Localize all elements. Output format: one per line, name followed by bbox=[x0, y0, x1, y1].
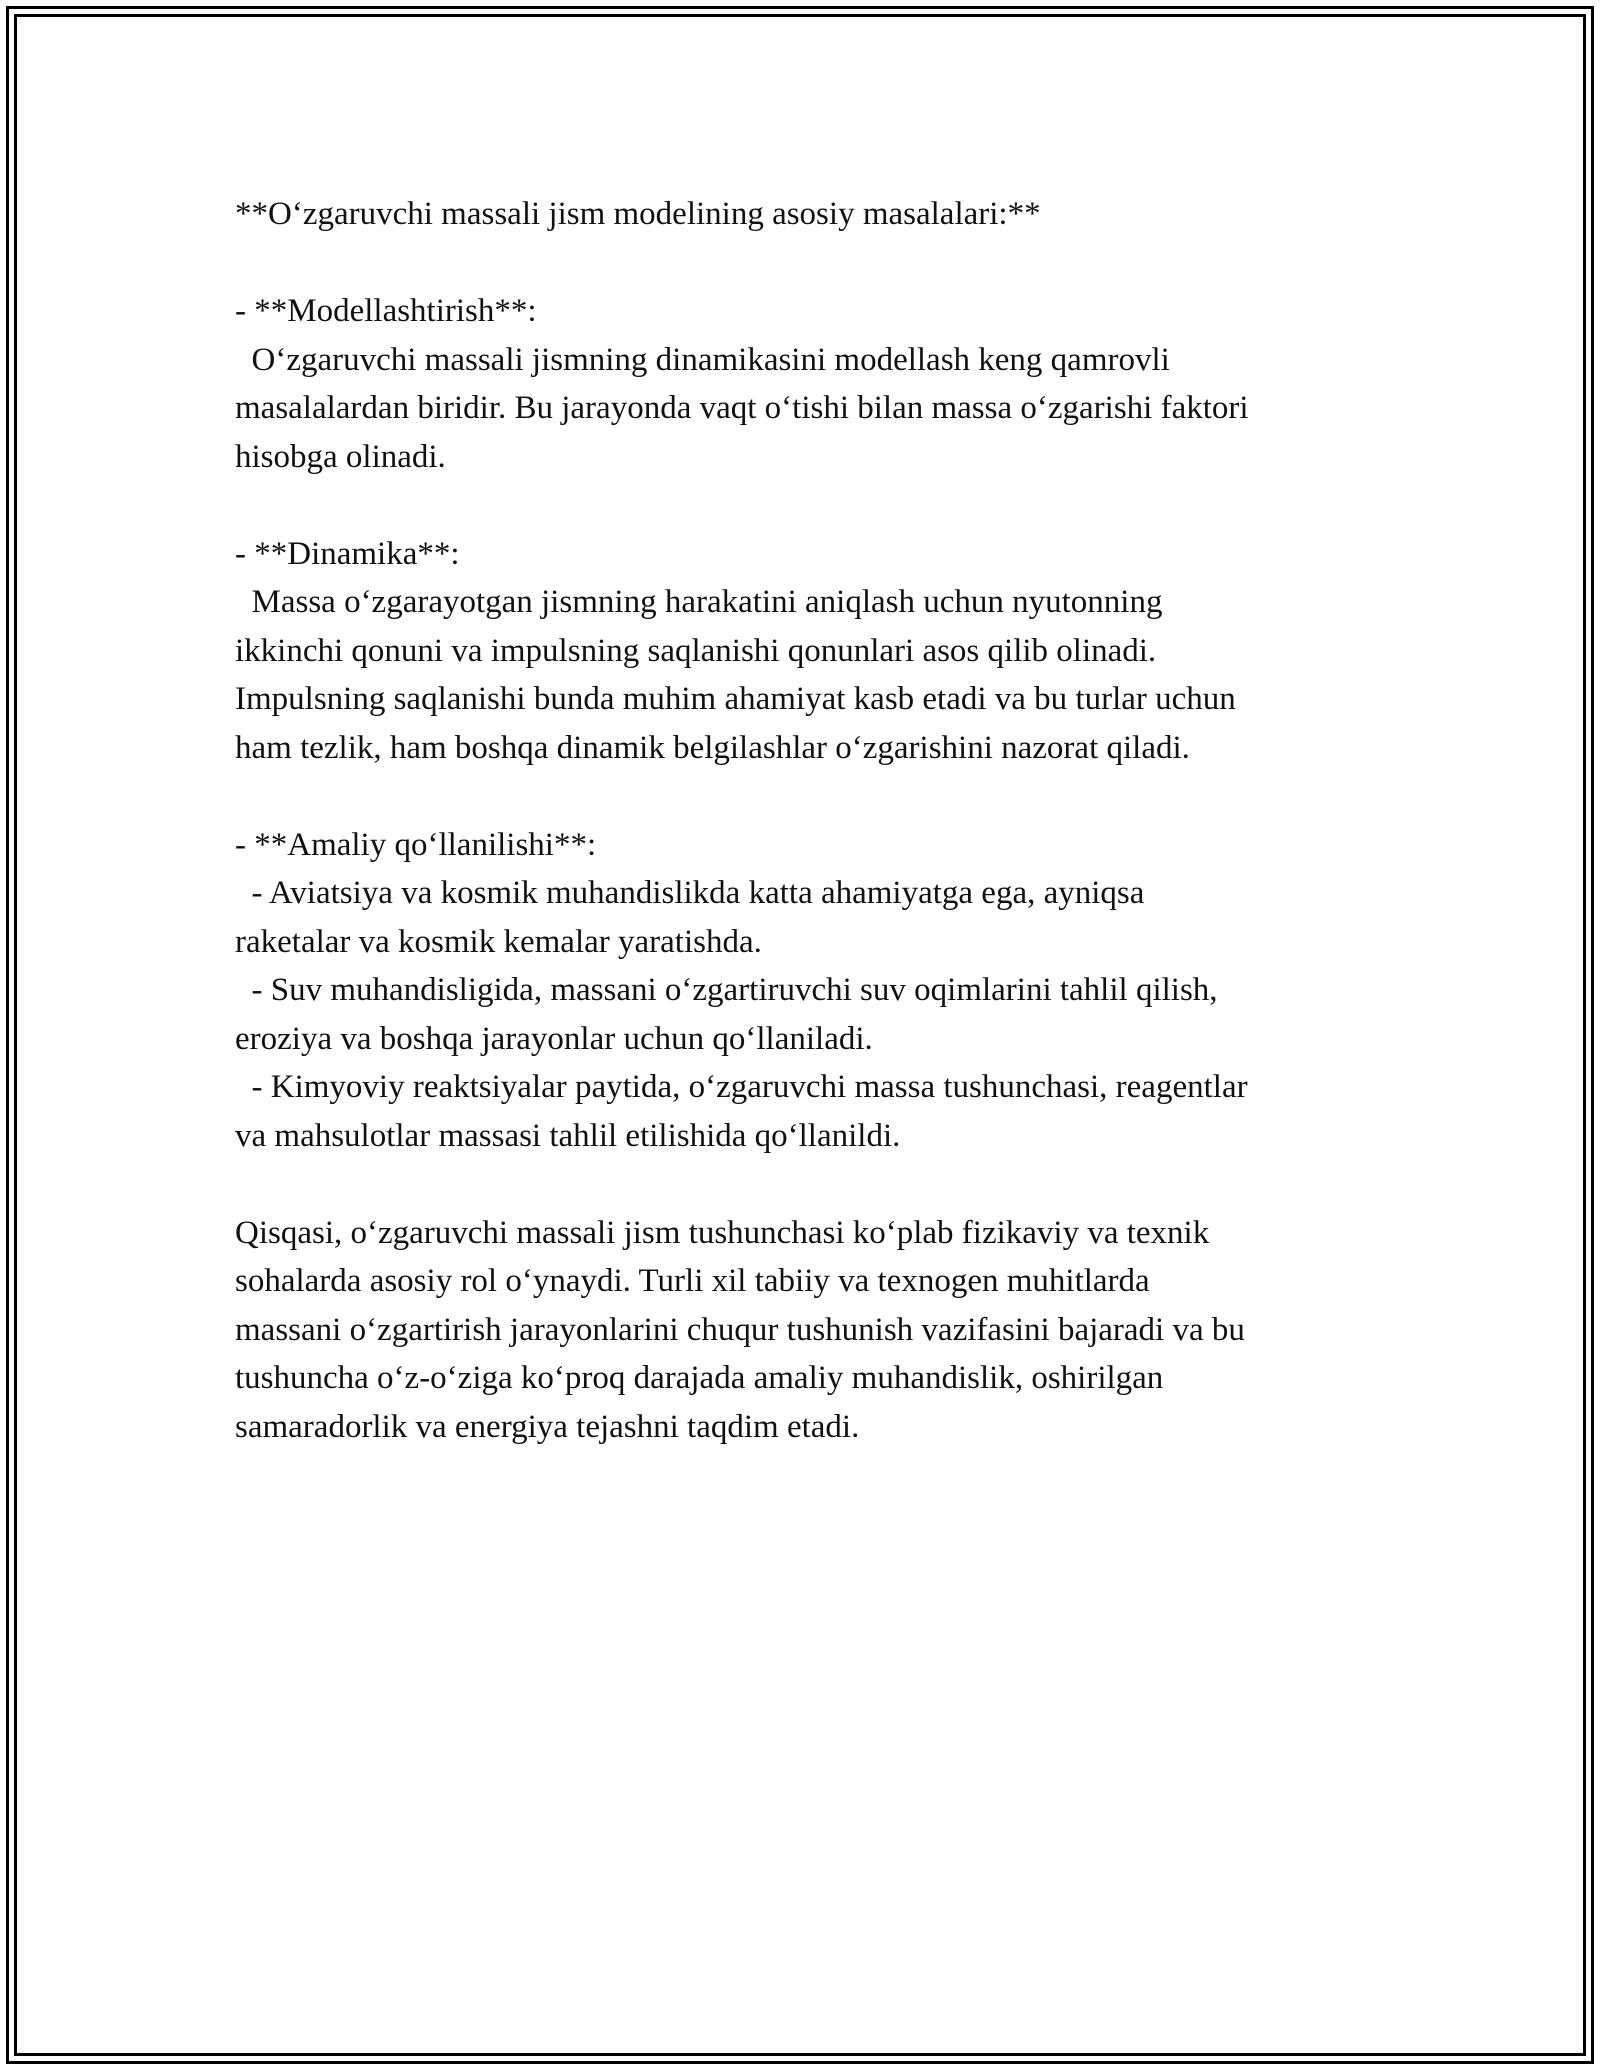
list-item-line: eroziya va boshqa jarayonlar uchun qo‘llaniladi. bbox=[235, 1020, 873, 1057]
document-body bbox=[235, 190, 1395, 1451]
paragraph-line: samaradorlik va energiya tejashni taqdim etadi. bbox=[235, 1408, 860, 1445]
list-item-line: - Suv muhandisligida, massani o‘zgartiruvchi suv oqimlarini tahlil qilish, bbox=[235, 972, 1218, 1008]
list-item-line: raketalar va kosmik kemalar yaratishda. bbox=[235, 923, 762, 960]
section-heading: - **Amaliy qo‘llanilishi**: bbox=[235, 826, 597, 863]
paragraph-line: Massa o‘zgarayotgan jismning harakatini aniqlash uchun nyutonning bbox=[235, 584, 1163, 620]
paragraph-line: ham tezlik, ham boshqa dinamik belgilashlar o‘zgarishini nazorat qiladi. bbox=[235, 729, 1190, 766]
section-heading: - **Dinamika**: bbox=[235, 535, 460, 572]
spacer bbox=[235, 481, 1395, 530]
paragraph-line: tushuncha o‘z-o‘ziga ko‘proq darajada amaliy muhandislik, oshirilgan bbox=[235, 1360, 1164, 1396]
paragraph-line: ikkinchi qonuni va impulsning saqlanishi qonunlari asos qilib olinadi. bbox=[235, 632, 1157, 669]
spacer bbox=[235, 239, 1395, 288]
section-modellashtirish bbox=[235, 287, 1395, 481]
spacer bbox=[235, 772, 1395, 821]
spacer bbox=[235, 1160, 1395, 1209]
document-title: **O‘zgaruvchi massali jism modelining asosiy masalalari:** bbox=[235, 196, 1041, 232]
paragraph-line: sohalarda asosiy rol o‘ynaydi. Turli xil tabiiy va texnogen muhitlarda bbox=[235, 1263, 1150, 1299]
list-item-line: - Aviatsiya va kosmik muhandislikda katta ahamiyatga ega, ayniqsa bbox=[235, 875, 1145, 911]
summary-paragraph bbox=[235, 1209, 1395, 1452]
paragraph-line: O‘zgaruvchi massali jismning dinamikasini modellash keng qamrovli bbox=[235, 341, 1170, 378]
paragraph-line: hisobga olinadi. bbox=[235, 438, 446, 475]
section-dinamika bbox=[235, 530, 1395, 773]
list-item-line: - Kimyoviy reaktsiyalar paytida, o‘zgaruvchi massa tushunchasi, reagentlar bbox=[235, 1069, 1248, 1105]
paragraph-line: Impulsning saqlanishi bunda muhim ahamiyat kasb etadi va bu turlar uchun bbox=[235, 681, 1236, 717]
section-amaliy-qollanilishi bbox=[235, 821, 1395, 1161]
paragraph-line: masalalardan biridir. Bu jarayonda vaqt o‘tishi bilan massa o‘zgarishi faktori bbox=[235, 390, 1249, 426]
paragraph-line: massani o‘zgartirish jarayonlarini chuqur tushunish vazifasini bajaradi va bu bbox=[235, 1311, 1245, 1348]
paragraph-line: Qisqasi, o‘zgaruvchi massali jism tushunchasi ko‘plab fizikaviy va texnik bbox=[235, 1214, 1210, 1251]
list-item-line: va mahsulotlar massasi tahlil etilishida qo‘llanildi. bbox=[235, 1117, 901, 1154]
section-heading: - **Modellashtirish**: bbox=[235, 293, 537, 329]
